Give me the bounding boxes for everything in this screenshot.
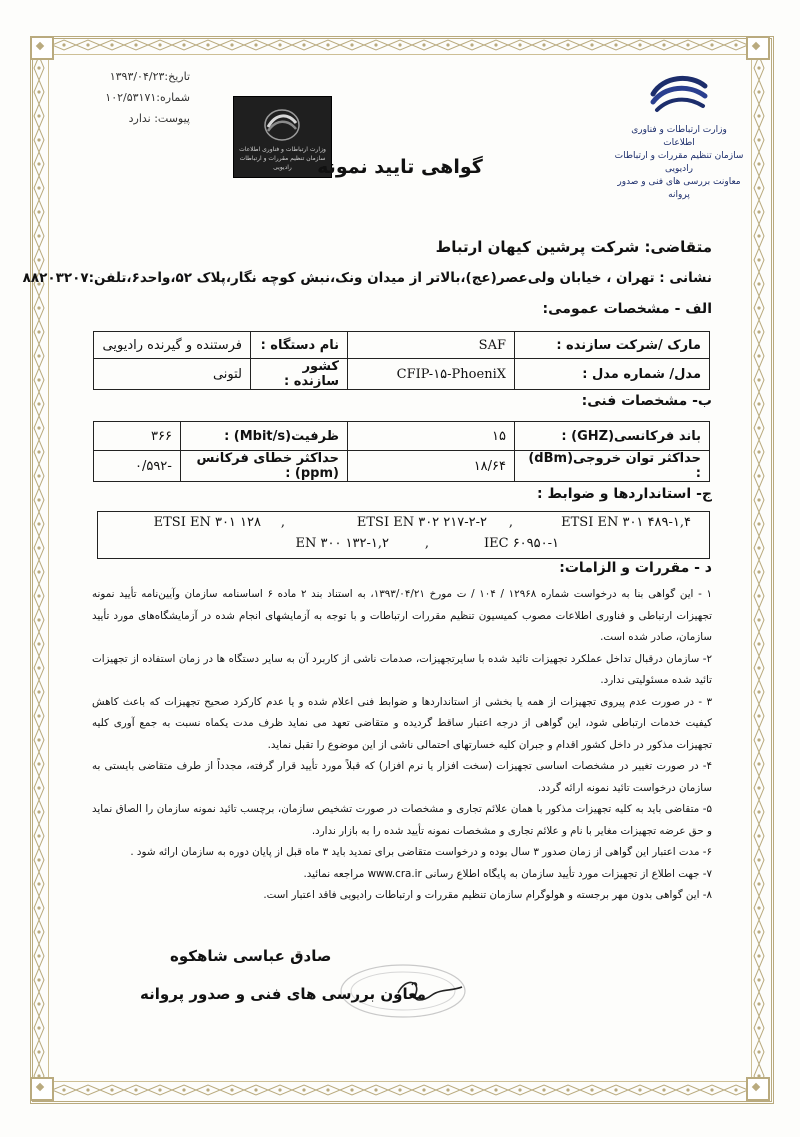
border-pattern-bottom xyxy=(52,1083,748,1097)
letter-attachment: پیوست: ندارد xyxy=(128,112,190,125)
table-row xyxy=(94,422,710,451)
separator: , xyxy=(508,515,513,530)
ministry-line-3: معاونت بررسی های فنی و صدور پروانه xyxy=(617,177,741,200)
term-item: ۲- سازمان درقبال تداخل عملکرد تجهیزات تائید شده با سایرتجهیزات، صدمات ناشی از کاربرد آن به سایر دستگاه ها در زمان استفاده از تجهیزات تائید شده مسئولیتی ندارد. xyxy=(92,652,712,686)
separator: , xyxy=(424,536,429,551)
corner-ornament-bl xyxy=(30,1077,54,1101)
address: نشانی : تهران ، خیابان ولی‌عصر(عج)،بالاتر از میدان ونک،نبش کوچه نگار،پلاک ۵۲،واحد۶،تلفن:۸۸۲۰۳۲۰۷ xyxy=(22,270,712,286)
term-item: ۷- جهت اطلاع از تجهیزات مورد تأیید سازمان به پایگاه اطلاع رسانی www.cra.ir مراجعه نمائید. xyxy=(303,867,712,880)
section-b-heading: ب- مشخصات فنی: xyxy=(581,393,712,409)
letter-number: شماره:۱۰۲/۵۳۱۷۱ xyxy=(105,91,190,104)
max-power-label: حداکثر توان خروجی(dBm) : xyxy=(515,451,710,482)
term-item: ۱ - این گواهی بنا به درخواست شماره ۱۲۹۶۸ / ۱۰۴ / ت مورخ ۱۳۹۳/۰۴/۲۱، به استناد بند ۲ ماده ۶ اساسنامه سازمان وآیین‌نامه تأیید نمونه تجهیزات ارتباطی و فناوری اطلاعات مصوب کمیسیون تنظیم مقررات ارتباطات و با توجه به آزمایشهای انجام شده در آزمایشگاه‌های مورد تأیید سازمان، صادر شده است. xyxy=(92,588,713,643)
standards-box xyxy=(97,511,710,559)
country-label: کشور سازنده : xyxy=(251,359,348,390)
model-value: CFIP-۱۵-PhoeniX xyxy=(348,359,515,390)
frequency-band-value: ۱۵ xyxy=(348,422,515,451)
standard-item: ETSI EN ۳۰۲ ۲۱۷-۲-۲ xyxy=(356,515,487,530)
term-item: ۳ - در صورت عدم پیروی تجهیزات از همه یا بخشی از استانداردها و ضوابط فنی اعلام شده و یا عدم کارکرد صحیح تجهیزات که باعث کاهش کیفیت خدمات ارتباطی شود، این گواهی از درجه اعتبار ساقط گردیده و متقاضی تعهد می نماید ظرف مدت یکماه نسبت به جمع آوری کلیه تجهیزات مذکور در داخل کشور اقدام و جبران کلیه خسارتهای احتمالی ناشی از این موضوع را تقبل نماید. xyxy=(92,695,712,751)
term-item: ۸- این گواهی بدون مهر برجسته و هولوگرام سازمان تنظیم مقررات و ارتباطات رادیویی فاقد اعتبار است. xyxy=(263,889,712,901)
border-pattern-left xyxy=(32,56,46,1081)
capacity-value: ۳۶۶ xyxy=(94,422,181,451)
signatory-position: معاون بررسی های فنی و صدور پروانه xyxy=(140,985,426,1003)
section-a-heading: الف - مشخصات عمومی: xyxy=(542,301,712,317)
technical-specs-table xyxy=(93,421,710,482)
general-specs-table xyxy=(93,331,710,390)
certificate-title: گواهی تایید نمونه xyxy=(317,156,483,178)
border-pattern-icon xyxy=(52,1083,748,1097)
device-name-value: فرستنده و گیرنده رادیویی xyxy=(94,332,251,359)
table-row xyxy=(94,359,710,390)
table-row xyxy=(94,332,710,359)
section-d-heading: د - مقررات و الزامات: xyxy=(559,560,712,576)
letter-meta xyxy=(80,66,190,129)
separator: , xyxy=(280,515,285,530)
frequency-band-label: باند فرکانسی(GHZ) : xyxy=(515,422,710,451)
corner-ornament-br xyxy=(746,1077,770,1101)
hologram-emblem-icon xyxy=(260,105,304,145)
capacity-label: ظرفیت(Mbit/s) : xyxy=(181,422,348,451)
standard-item: ETSI EN ۳۰۱ ۴۸۹-۱,۴ xyxy=(561,515,691,530)
letter-date: تاریخ:۱۳۹۳/۰۴/۲۳ xyxy=(109,70,190,83)
standard-item: ETSI EN ۳۰۱ ۱۲۸ xyxy=(153,515,261,530)
freq-error-label: حداکثر خطای فرکانس (ppm) : xyxy=(181,451,348,482)
cra-logo-icon xyxy=(647,72,711,116)
hologram-line-1: وزارت ارتباطات و فناوری اطلاعات xyxy=(239,146,326,153)
hologram-line-2: سازمان تنظیم مقررات و ارتباطات رادیویی xyxy=(239,155,326,171)
model-label: مدل/ شماره مدل : xyxy=(515,359,710,390)
ministry-line-1: وزارت ارتباطات و فناوری اطلاعات xyxy=(631,125,727,148)
freq-error-value: -۰/۵۹۲ xyxy=(94,451,181,482)
manufacturer-label: مارک /شرکت سازنده : xyxy=(515,332,710,359)
country-value: لتونی xyxy=(94,359,251,390)
border-pattern-right xyxy=(752,56,766,1081)
border-pattern-icon xyxy=(752,56,766,1081)
term-item: ۴- در صورت تغییر در مشخصات اساسی تجهیزات (سخت افزار یا نرم افزار) که قبلاً مورد تأیید قرار گرفته، مجدداً از طرف متقاضی بایستی به سازمان درخواست تائید نمونه ارائه گردد. xyxy=(92,760,712,794)
applicant: متقاضی: شرکت پرشین کیهان ارتباط xyxy=(435,238,712,256)
manufacturer-value: SAF xyxy=(348,332,515,359)
max-power-value: ۱۸/۶۴ xyxy=(348,451,515,482)
table-row xyxy=(94,451,710,482)
border-pattern-top xyxy=(52,38,748,52)
ministry-line-2: سازمان تنظیم مقررات و ارتباطات رادیویی xyxy=(614,151,744,174)
term-item: ۵- متقاضی باید به کلیه تجهیزات مذکور با همان علائم تجاری و مشخصات در صورت تشخیص سازمان، برچسب تائید نمونه سازمان را الصاق نماید و حق عرضه تجهیزات مغایر با نام و علائم تجاری و مشخصات نمونه تأیید شده را به بازار ندارد. xyxy=(92,803,712,837)
signatory-name: صادق عباسی شاهکوه xyxy=(170,947,332,965)
corner-ornament-tr xyxy=(746,36,770,60)
border-pattern-icon xyxy=(52,38,748,52)
device-name-label: نام دستگاه : xyxy=(251,332,348,359)
section-c-heading: ج- استانداردها و ضوابط : xyxy=(537,486,712,502)
standard-item: EN ۳۰۰ ۱۳۲-۱,۲ xyxy=(295,536,389,551)
standard-item: IEC ۶۰۹۵۰-۱ xyxy=(484,536,559,551)
border-pattern-icon xyxy=(32,56,46,1081)
corner-ornament-tl xyxy=(30,36,54,60)
term-item: ۶- مدت اعتبار این گواهی از زمان صدور ۳ سال بوده و درخواست متقاضی برای تمدید باید ۳ ماه قبل از پایان دوره به سازمان ارائه شود . xyxy=(130,846,712,858)
terms-list xyxy=(92,584,712,907)
